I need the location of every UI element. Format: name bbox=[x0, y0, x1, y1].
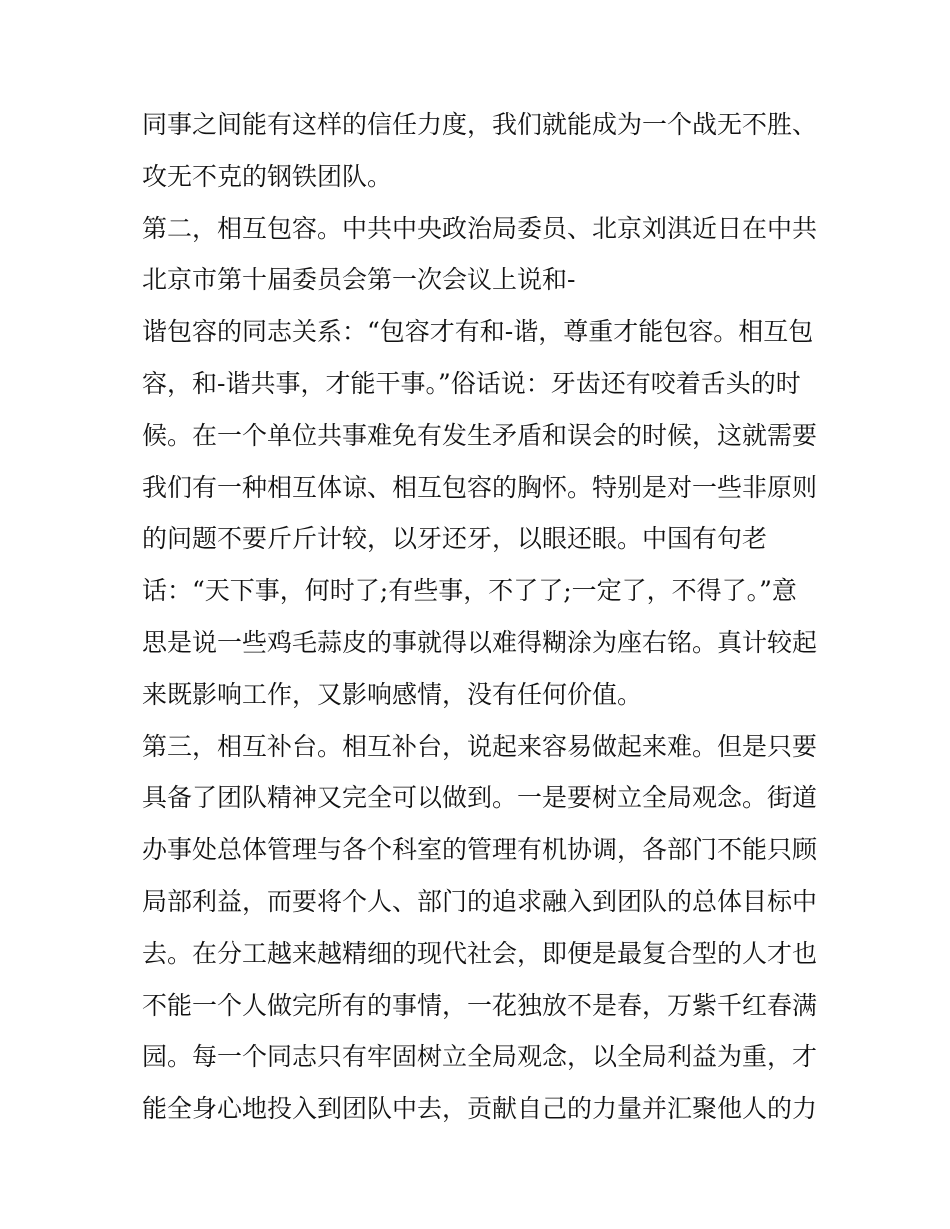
text-line: 具备了团队精神又完全可以做到。一是要树立全局观念。街道 bbox=[142, 783, 818, 813]
text-line: 谐包容的同志关系：“包容才有和-谐，尊重才能包容。相互包 bbox=[142, 317, 814, 347]
text-line: 去。在分工越来越精细的现代社会，即便是最复合型的人才也 bbox=[142, 938, 818, 968]
text-line: 不能一个人做完所有的事情，一花独放不是春，万紫千红春满 bbox=[142, 990, 818, 1020]
text-line: 候。在一个单位共事难免有发生矛盾和误会的时候，这就需要 bbox=[142, 420, 818, 450]
text-line: 思是说一些鸡毛蒜皮的事就得以难得糊涂为座右铭。真计较起 bbox=[142, 627, 818, 657]
text-line: 容，和-谐共事，才能干事。”俗话说：牙齿还有咬着舌头的时 bbox=[142, 368, 801, 398]
text-line: 第二，相互包容。中共中央政治局委员、北京刘淇近日在中共 bbox=[142, 213, 818, 243]
text-line: 园。每一个同志只有牢固树立全局观念，以全局利益为重，才 bbox=[142, 1042, 818, 1072]
text-line: 攻无不克的钢铁团队。 bbox=[142, 161, 393, 191]
text-line: 局部利益，而要将个人、部门的追求融入到团队的总体目标中 bbox=[142, 886, 818, 916]
text-line: 话：“天下事，何时了;有些事，不了了;一定了，不得了。”意 bbox=[142, 576, 797, 606]
text-line: 的问题不要斤斤计较，以牙还牙，以眼还眼。中国有句老 bbox=[142, 524, 768, 554]
text-line: 同事之间能有这样的信任力度，我们就能成为一个战无不胜、 bbox=[142, 110, 818, 139]
text-line: 北京市第十届委员会第一次会议上说和- bbox=[142, 265, 576, 295]
text-line: 能全身心地投入到团队中去，贡献自己的力量并汇聚他人的力 bbox=[142, 1094, 818, 1124]
text-line: 办事处总体管理与各个科室的管理有机协调，各部门不能只顾 bbox=[142, 835, 818, 865]
text-line: 来既影响工作，又影响感情，没有任何价值。 bbox=[142, 679, 643, 709]
text-line: 我们有一种相互体谅、相互包容的胸怀。特别是对一些非原则 bbox=[142, 472, 818, 502]
text-line: 第三，相互补台。相互补台，说起来容易做起来难。但是只要 bbox=[142, 731, 818, 761]
body-text bbox=[142, 99, 822, 1135]
